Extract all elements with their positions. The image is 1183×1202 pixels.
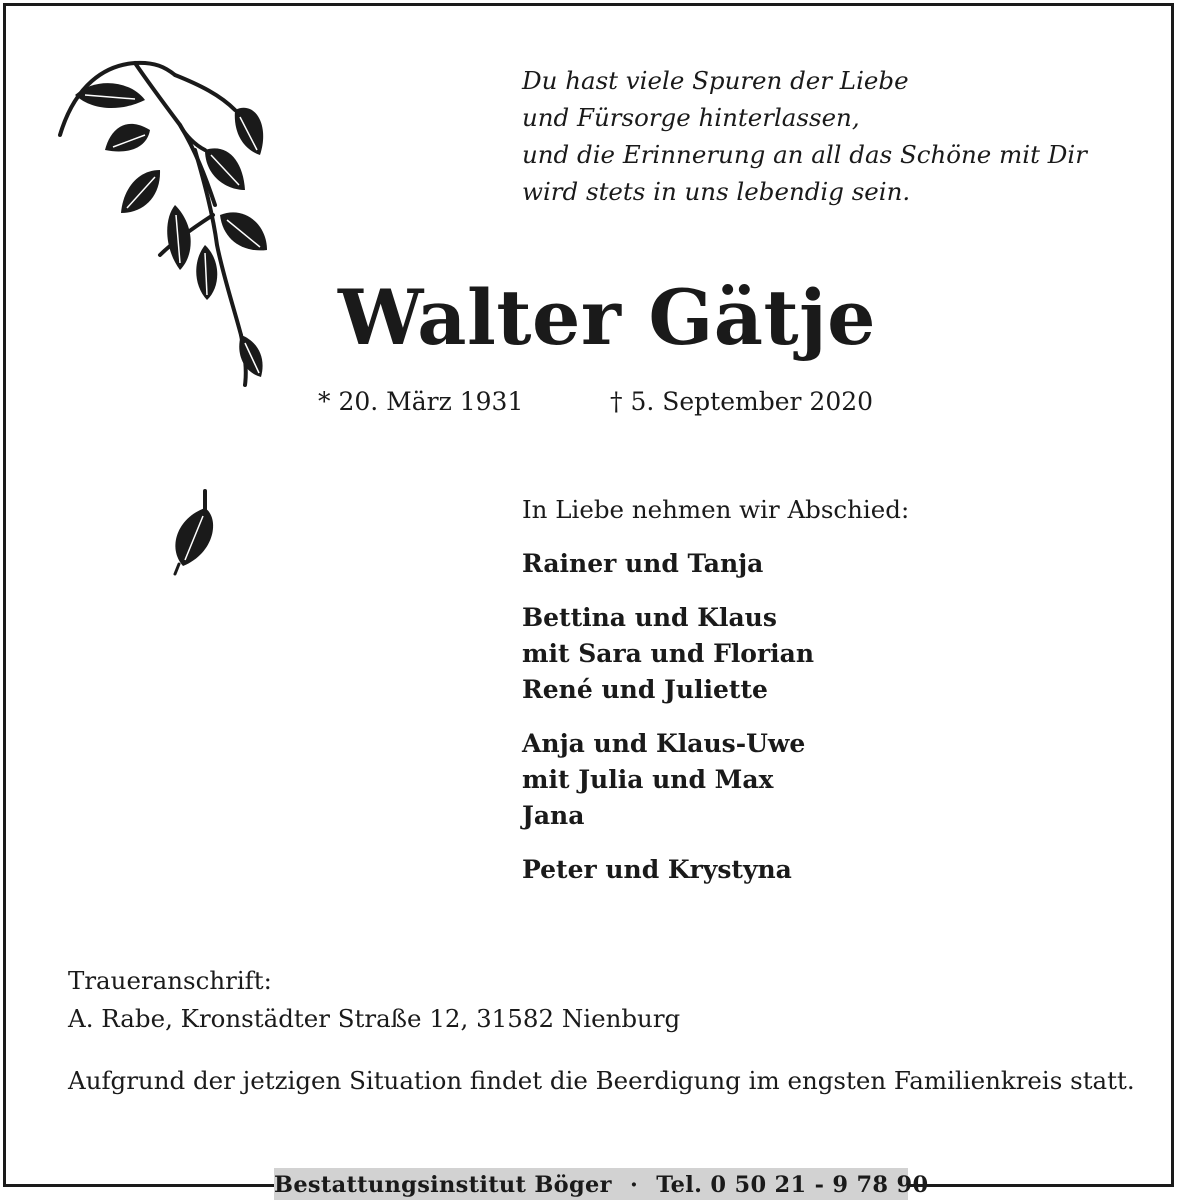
quote-line: wird stets in uns lebendig sein.	[522, 177, 911, 206]
funeral-notice: Aufgrund der jetzigen Situation findet die Beerdigung im engsten Familienkreis statt.	[68, 1066, 1135, 1095]
address-label: Traueranschrift:	[68, 966, 272, 995]
farewell-intro: In Liebe nehmen wir Abschied:	[522, 495, 910, 524]
family-group	[522, 852, 814, 888]
funeral-home-phone: Tel. 0 50 21 - 9 78 90	[656, 1172, 929, 1198]
memorial-quote	[522, 62, 1087, 210]
family-group	[522, 546, 814, 582]
mourner-line: Jana	[522, 801, 585, 830]
mourner-line: Rainer und Tanja	[522, 549, 764, 578]
footer-separator: ·	[629, 1172, 639, 1198]
branch-with-leaves-icon	[55, 55, 285, 390]
mourner-line: mit Julia und Max	[522, 765, 774, 794]
address-line: A. Rabe, Kronstädter Straße 12, 31582 Nienburg	[68, 1004, 681, 1033]
single-leaf-icon	[165, 488, 220, 578]
mourning-address	[68, 962, 680, 1038]
death-date: † 5. September 2020	[610, 387, 874, 416]
funeral-home-footer	[274, 1168, 929, 1200]
family-group	[522, 600, 814, 708]
birth-date: * 20. März 1931	[318, 387, 524, 416]
mourner-line: Anja und Klaus-Uwe	[522, 729, 806, 758]
quote-line: Du hast viele Spuren der Liebe	[522, 66, 909, 95]
mourner-line: Peter und Krystyna	[522, 855, 792, 884]
mourners-list	[522, 546, 814, 906]
mourner-line: mit Sara und Florian	[522, 639, 815, 668]
quote-line: und Fürsorge hinterlassen,	[522, 103, 860, 132]
quote-line: und die Erinnerung an all das Schöne mit Dir	[522, 140, 1087, 169]
funeral-home-name: Bestattungsinstitut Böger	[274, 1172, 612, 1198]
deceased-name: Walter Gätje	[338, 273, 876, 362]
mourner-line: René und Juliette	[522, 675, 768, 704]
mourner-line: Bettina und Klaus	[522, 603, 777, 632]
family-group	[522, 726, 814, 834]
